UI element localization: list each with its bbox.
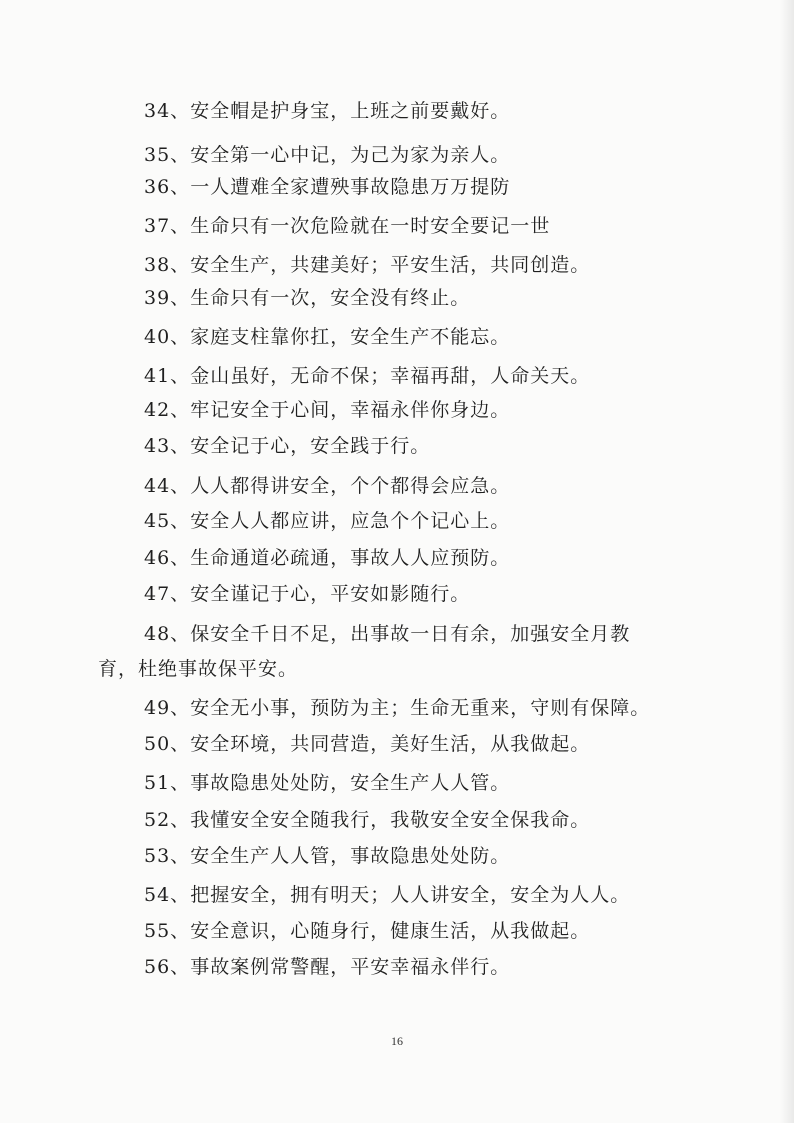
item-text: 生命通道必疏通，事故人人应预防。 [190, 547, 511, 569]
list-item [144, 811, 664, 830]
item-number: 41、 [144, 365, 191, 387]
item-number: 43、 [144, 435, 191, 457]
list-item [144, 178, 664, 197]
item-text: 安全人人都应讲，应急个个记心上。 [190, 510, 511, 532]
item-text: 安全意识，心随身行，健康生活，从我做起。 [190, 920, 591, 942]
item-text: 牢记安全于心间，幸福永伴你身边。 [190, 399, 511, 421]
item-text: 安全帽是护身宝，上班之前要戴好。 [190, 100, 511, 122]
list-item [144, 367, 664, 386]
list-item [144, 102, 664, 121]
item-number: 44、 [144, 475, 191, 497]
list-item-continuation: 育，杜绝事故保平安。 [98, 658, 299, 680]
item-text: 金山虽好，无命不保；幸福再甜，人命关天。 [190, 365, 591, 387]
item-number: 48、 [144, 623, 191, 645]
item-number: 38、 [144, 254, 191, 276]
list-item [144, 549, 664, 568]
item-number: 36、 [144, 176, 191, 198]
list-item [144, 477, 664, 496]
list-item [144, 401, 664, 420]
item-number: 56、 [144, 956, 191, 978]
item-text: 安全环境，共同营造，美好生活，从我做起。 [190, 733, 591, 755]
item-number: 54、 [144, 884, 191, 906]
item-number: 35、 [144, 144, 191, 166]
list-item [144, 289, 664, 308]
item-number: 52、 [144, 809, 191, 831]
list-item [144, 217, 664, 236]
item-number: 42、 [144, 399, 191, 421]
item-text: 我懂安全安全随我行，我敬安全安全保我命。 [190, 809, 591, 831]
item-text: 安全无小事，预防为主；生命无重来，守则有保障。 [190, 697, 651, 719]
item-text: 事故案例常警醒，平安幸福永伴行。 [190, 956, 511, 978]
item-number: 45、 [144, 510, 191, 532]
list-item [144, 922, 664, 941]
list-item [144, 256, 664, 275]
item-number: 49、 [144, 697, 191, 719]
item-number: 39、 [144, 287, 191, 309]
item-number: 40、 [144, 326, 191, 348]
item-number: 55、 [144, 920, 191, 942]
item-text: 安全记于心，安全践于行。 [190, 435, 431, 457]
list-item [144, 585, 664, 604]
item-text: 安全谨记于心，平安如影随行。 [190, 583, 471, 605]
item-text: 安全第一心中记，为己为家为亲人。 [190, 144, 511, 166]
list-item [144, 735, 664, 754]
list-item [144, 625, 664, 644]
item-text: 家庭支柱靠你扛，安全生产不能忘。 [190, 326, 511, 348]
item-number: 34、 [144, 100, 191, 122]
list-item [144, 699, 664, 718]
item-text: 生命只有一次危险就在一时安全要记一世 [190, 215, 551, 237]
item-number: 37、 [144, 215, 191, 237]
list-item [144, 886, 664, 905]
item-text: 保安全千日不足，出事故一日有余，加强安全月教 [190, 623, 631, 645]
item-number: 53、 [144, 845, 191, 867]
item-text: 一人遭难全家遭殃事故隐患万万提防 [190, 176, 511, 198]
item-number: 50、 [144, 733, 191, 755]
list-item [144, 958, 664, 977]
item-text: 安全生产人人管，事故隐患处处防。 [190, 845, 511, 867]
scan-edge-shadow [780, 0, 794, 1123]
item-number: 46、 [144, 547, 191, 569]
item-text: 生命只有一次，安全没有终止。 [190, 287, 471, 309]
item-text: 把握安全，拥有明天；人人讲安全，安全为人人。 [190, 884, 631, 906]
item-text: 安全生产，共建美好；平安生活，共同创造。 [190, 254, 591, 276]
item-number: 51、 [144, 772, 191, 794]
page-number: 16 [391, 1034, 403, 1048]
list-item [144, 847, 664, 866]
item-text: 人人都得讲安全，个个都得会应急。 [190, 475, 511, 497]
list-item [144, 512, 664, 531]
item-number: 47、 [144, 583, 191, 605]
list-item [144, 774, 664, 793]
list-item [144, 437, 664, 456]
list-item [144, 328, 664, 347]
item-text: 事故隐患处处防，安全生产人人管。 [190, 772, 511, 794]
list-item [144, 146, 664, 165]
